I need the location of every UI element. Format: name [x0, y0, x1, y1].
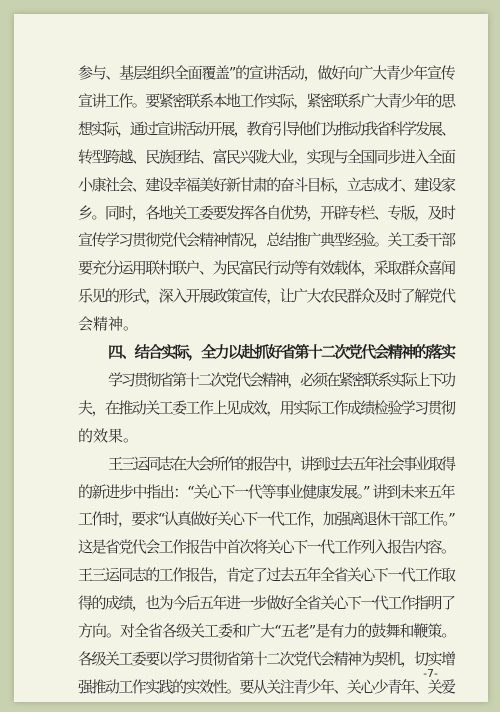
text-line: 要充分运用联村联户、为民富民行动等有效载体，采取群众喜闻 — [78, 259, 455, 278]
text-line: 王三运同志在大会所作的报告中，讲到过去五年社会事业取得 — [108, 454, 454, 473]
text-line: 小康社会、建设幸福美好新甘肃的奋斗目标，立志成才、建设家 — [78, 175, 455, 194]
text-line: 各级关工委要以学习贯彻省第十二次党代会精神为契机，切实增 — [78, 649, 455, 668]
text-line: 参与、基层组织全面覆盖”的宣讲活动，做好向广大青少年宣传 — [78, 64, 455, 82]
text-line: 乐见的形式，深入开展政策宣传，让广大农民群众及时了解党代 — [78, 287, 455, 306]
text-line: 会精神。 — [78, 315, 139, 334]
text-line: 强推动工作实践的实效性。要从关注青少年、关心少青年、关爱 — [78, 677, 455, 696]
text-line: 王三运同志的工作报告，肯定了过去五年全省关心下一代工作取 — [78, 566, 455, 585]
text-line: 的效果。 — [78, 426, 139, 445]
text-line: 宣讲工作。要紧密联系本地工作实际，紧密联系广大青少年的思 — [78, 91, 455, 110]
page-number: -7- — [423, 667, 438, 680]
text-line: 想实际，通过宣讲活动开展，教育引导他们为推动我省科学发展、 — [78, 119, 454, 138]
document-page — [14, 14, 488, 702]
text-line: 转型跨越、民族团结、富民兴陇大业，实现与全国同步进入全面 — [78, 147, 455, 166]
text-line: 乡。同时，各地关工委要发挥各自优势，开辟专栏、专版，及时 — [78, 203, 455, 222]
text-line: 夫，在推动关工委工作上见成效，用实际工作成绩检验学习贯彻 — [78, 398, 455, 417]
text-line: 得的成绩，也为今后五年进一步做好全省关心下一代工作指明了 — [78, 594, 455, 613]
text-line: 的新进步中指出：“关心下一代等事业健康发展。” 讲到未来五年 — [78, 482, 455, 501]
section-heading: 四、结合实际，全力以赴抓好省第十二次党代会精神的落实 — [108, 343, 455, 361]
text-line: 工作时，要求“认真做好关心下一代工作，加强离退休干部工作。” — [78, 510, 455, 529]
text-line: 宣传学习贯彻党代会精神情况，总结推广典型经验。关工委干部 — [78, 231, 455, 250]
text-line: 方向。对全省各级关工委和广大“五老”是有力的鼓舞和鞭策。 — [78, 622, 456, 640]
text-line: 学习贯彻省第十二次党代会精神，必须在紧密联系实际上下功 — [108, 370, 454, 389]
text-line: 这是省党代会工作报告中首次将关心下一代工作列入报告内容。 — [78, 538, 455, 557]
